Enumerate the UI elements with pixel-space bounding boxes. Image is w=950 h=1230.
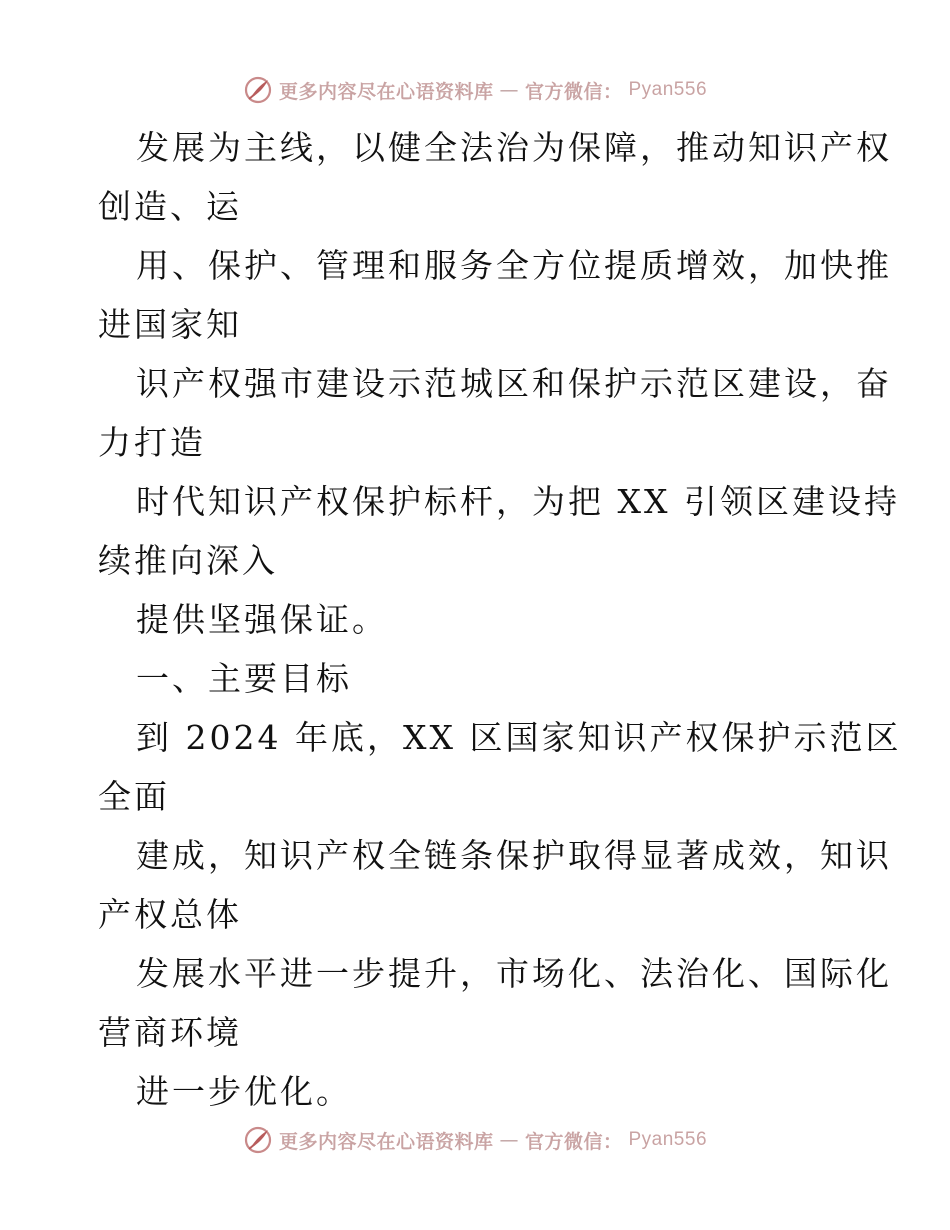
footer-watermark <box>0 1122 950 1158</box>
paragraph-line: 建成，知识产权全链条保护取得显著成效，知识 <box>136 836 892 875</box>
paragraph-line: 到 2024 年底，XX 区国家知识产权保护示范区 <box>136 718 902 757</box>
paragraph-line: 时代知识产权保护标杆，为把 XX 引领区建设持 <box>136 482 900 521</box>
header-watermark <box>0 72 950 108</box>
watermark-text: 更多内容尽在心语资料库 <box>278 1130 494 1153</box>
watermark-wechat-id: Pyan556 <box>628 79 708 100</box>
paragraph-line: 进国家知 <box>98 305 242 344</box>
watermark-separator: — <box>499 1129 519 1151</box>
document-body <box>98 118 902 1121</box>
watermark-wechat-id: Pyan556 <box>628 1129 708 1150</box>
paragraph-line: 力打造 <box>98 423 206 462</box>
paragraph-line: 发展为主线，以健全法治为保障，推动知识产权 <box>136 128 892 167</box>
section-heading: 一、主要目标 <box>136 659 352 698</box>
paragraph-line: 进一步优化。 <box>136 1072 352 1111</box>
watermark-wechat-label: 官方微信： <box>524 1130 623 1153</box>
watermark-text: 更多内容尽在心语资料库 <box>278 80 494 103</box>
paragraph-line: 创造、运 <box>98 187 242 226</box>
watermark-separator: — <box>499 79 519 101</box>
quill-logo-icon <box>243 75 273 105</box>
paragraph-line: 识产权强市建设示范城区和保护示范区建设，奋 <box>136 364 892 403</box>
paragraph-line: 用、保护、管理和服务全方位提质增效，加快推 <box>136 246 892 285</box>
paragraph-line: 续推向深入 <box>98 541 278 580</box>
paragraph-line: 营商环境 <box>98 1013 242 1052</box>
paragraph-line: 提供坚强保证。 <box>136 600 388 639</box>
quill-logo-icon <box>243 1125 273 1155</box>
paragraph-line: 发展水平进一步提升，市场化、法治化、国际化 <box>136 954 892 993</box>
paragraph-line: 产权总体 <box>98 895 242 934</box>
paragraph-line: 全面 <box>98 777 170 816</box>
watermark-wechat-label: 官方微信： <box>524 80 623 103</box>
